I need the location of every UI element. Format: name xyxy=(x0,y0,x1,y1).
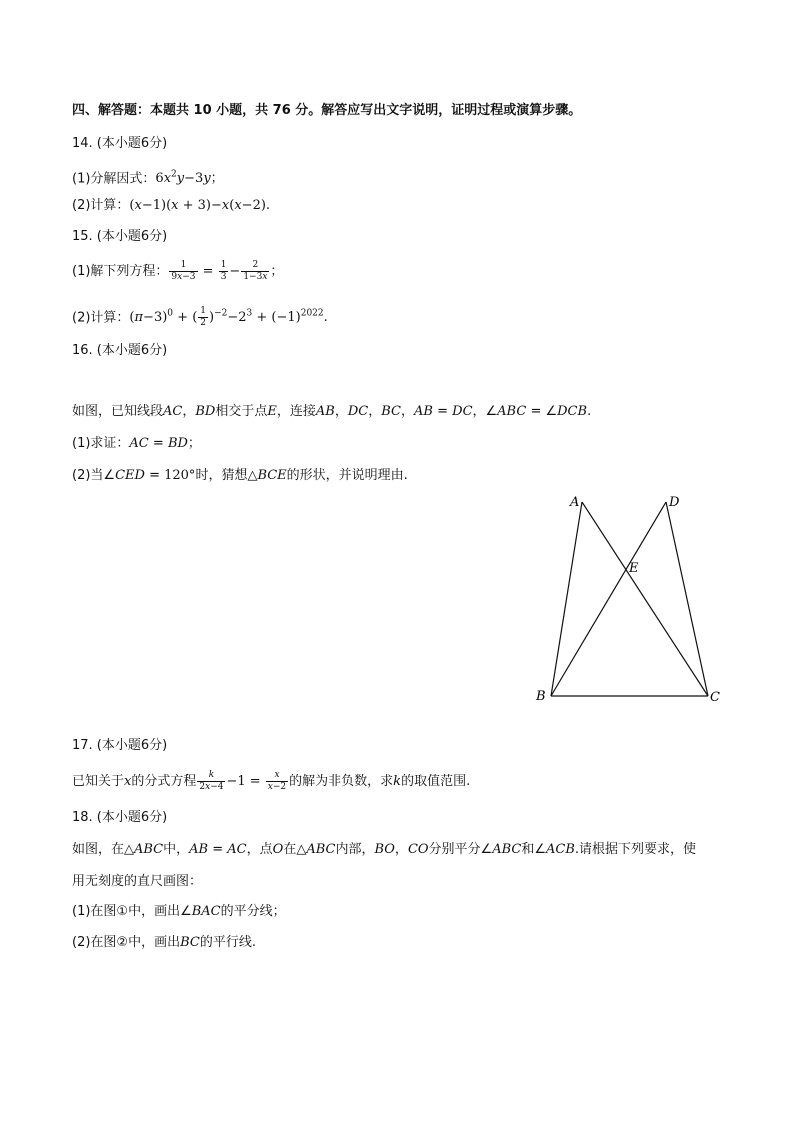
q15-part2 xyxy=(72,304,328,329)
q18-part1: (1)在图①中，画出∠BAC的平分线； xyxy=(72,904,286,919)
q18-header: 18. (本小题6分) xyxy=(72,810,168,825)
q15-part1-expr: $\frac{1}{9x-3}$ = $\frac{1}{3}$ − $\frac{2}{1-3x}$ ； xyxy=(171,260,284,282)
q15-part2-expr: $(\pi-3)^0$ + ( $\frac{1}{2}$ )$^{-2}-2^3 + (-1)^{2022}$. xyxy=(129,306,328,329)
q16-part1: (1)求证：AC = BD； xyxy=(72,436,201,451)
segment-DB xyxy=(551,502,666,696)
q17-stem: 已知关于x的分式方程 $\frac{k}{2x-4}$ −1 = $\frac{x}{x-2}$ 的解为非负数，求k的取值范围. xyxy=(72,770,471,792)
q15-part1 xyxy=(72,260,283,283)
q14-part1-expr: $6x^2y-3y$； xyxy=(155,170,224,187)
segment-AB xyxy=(551,502,582,696)
q16-part2: (2)当∠CED = 120°时，猜想△BCE的形状，并说明理由. xyxy=(72,468,408,483)
label-E: E xyxy=(629,561,639,576)
q16-header: 16. (本小题6分) xyxy=(72,343,168,358)
q17-header: 17. (本小题6分) xyxy=(72,738,168,753)
q14-part1-label: (1)分解因式： xyxy=(72,171,156,187)
q16-stem: 如图，已知线段AC，BD相交于点E，连接AB，DC，BC，AB = DC，∠ABC = ∠DCB. xyxy=(72,404,592,419)
q18-part2: (2)在图②中，画出BC的平行线. xyxy=(72,935,256,950)
q14-part2-expr: (x−1)(x + 3)−x(x−2). xyxy=(129,198,271,213)
q18-stem-line2: 用无刻度的直尺画图： xyxy=(72,874,203,889)
triangle-figure xyxy=(530,490,730,705)
q14-header: 14. (本小题6分) xyxy=(72,136,168,151)
segment-DC xyxy=(666,502,708,696)
label-A: A xyxy=(570,495,580,510)
q15-part2-label: (2)计算： xyxy=(72,310,130,326)
label-D: D xyxy=(669,495,680,510)
label-C: C xyxy=(710,690,720,705)
q14-part2-label: (2)计算： xyxy=(72,198,130,213)
segment-AC xyxy=(582,502,708,696)
q14-part2 xyxy=(72,196,270,216)
q14-part1 xyxy=(72,165,224,189)
q15-part1-label: (1)解下列方程： xyxy=(72,264,169,279)
label-B: B xyxy=(536,689,546,704)
q15-header: 15. (本小题6分) xyxy=(72,229,168,244)
section-heading: 四、解答题：本题共 10 小题，共 76 分。解答应写出文字说明，证明过程或演算步骤。 xyxy=(72,103,582,118)
q18-stem-line1: 如图，在△ABC中，AB = AC，点O在△ABC内部，BO，CO分别平分∠ABC和∠ACB.请根据下列要求，使 xyxy=(72,842,697,857)
